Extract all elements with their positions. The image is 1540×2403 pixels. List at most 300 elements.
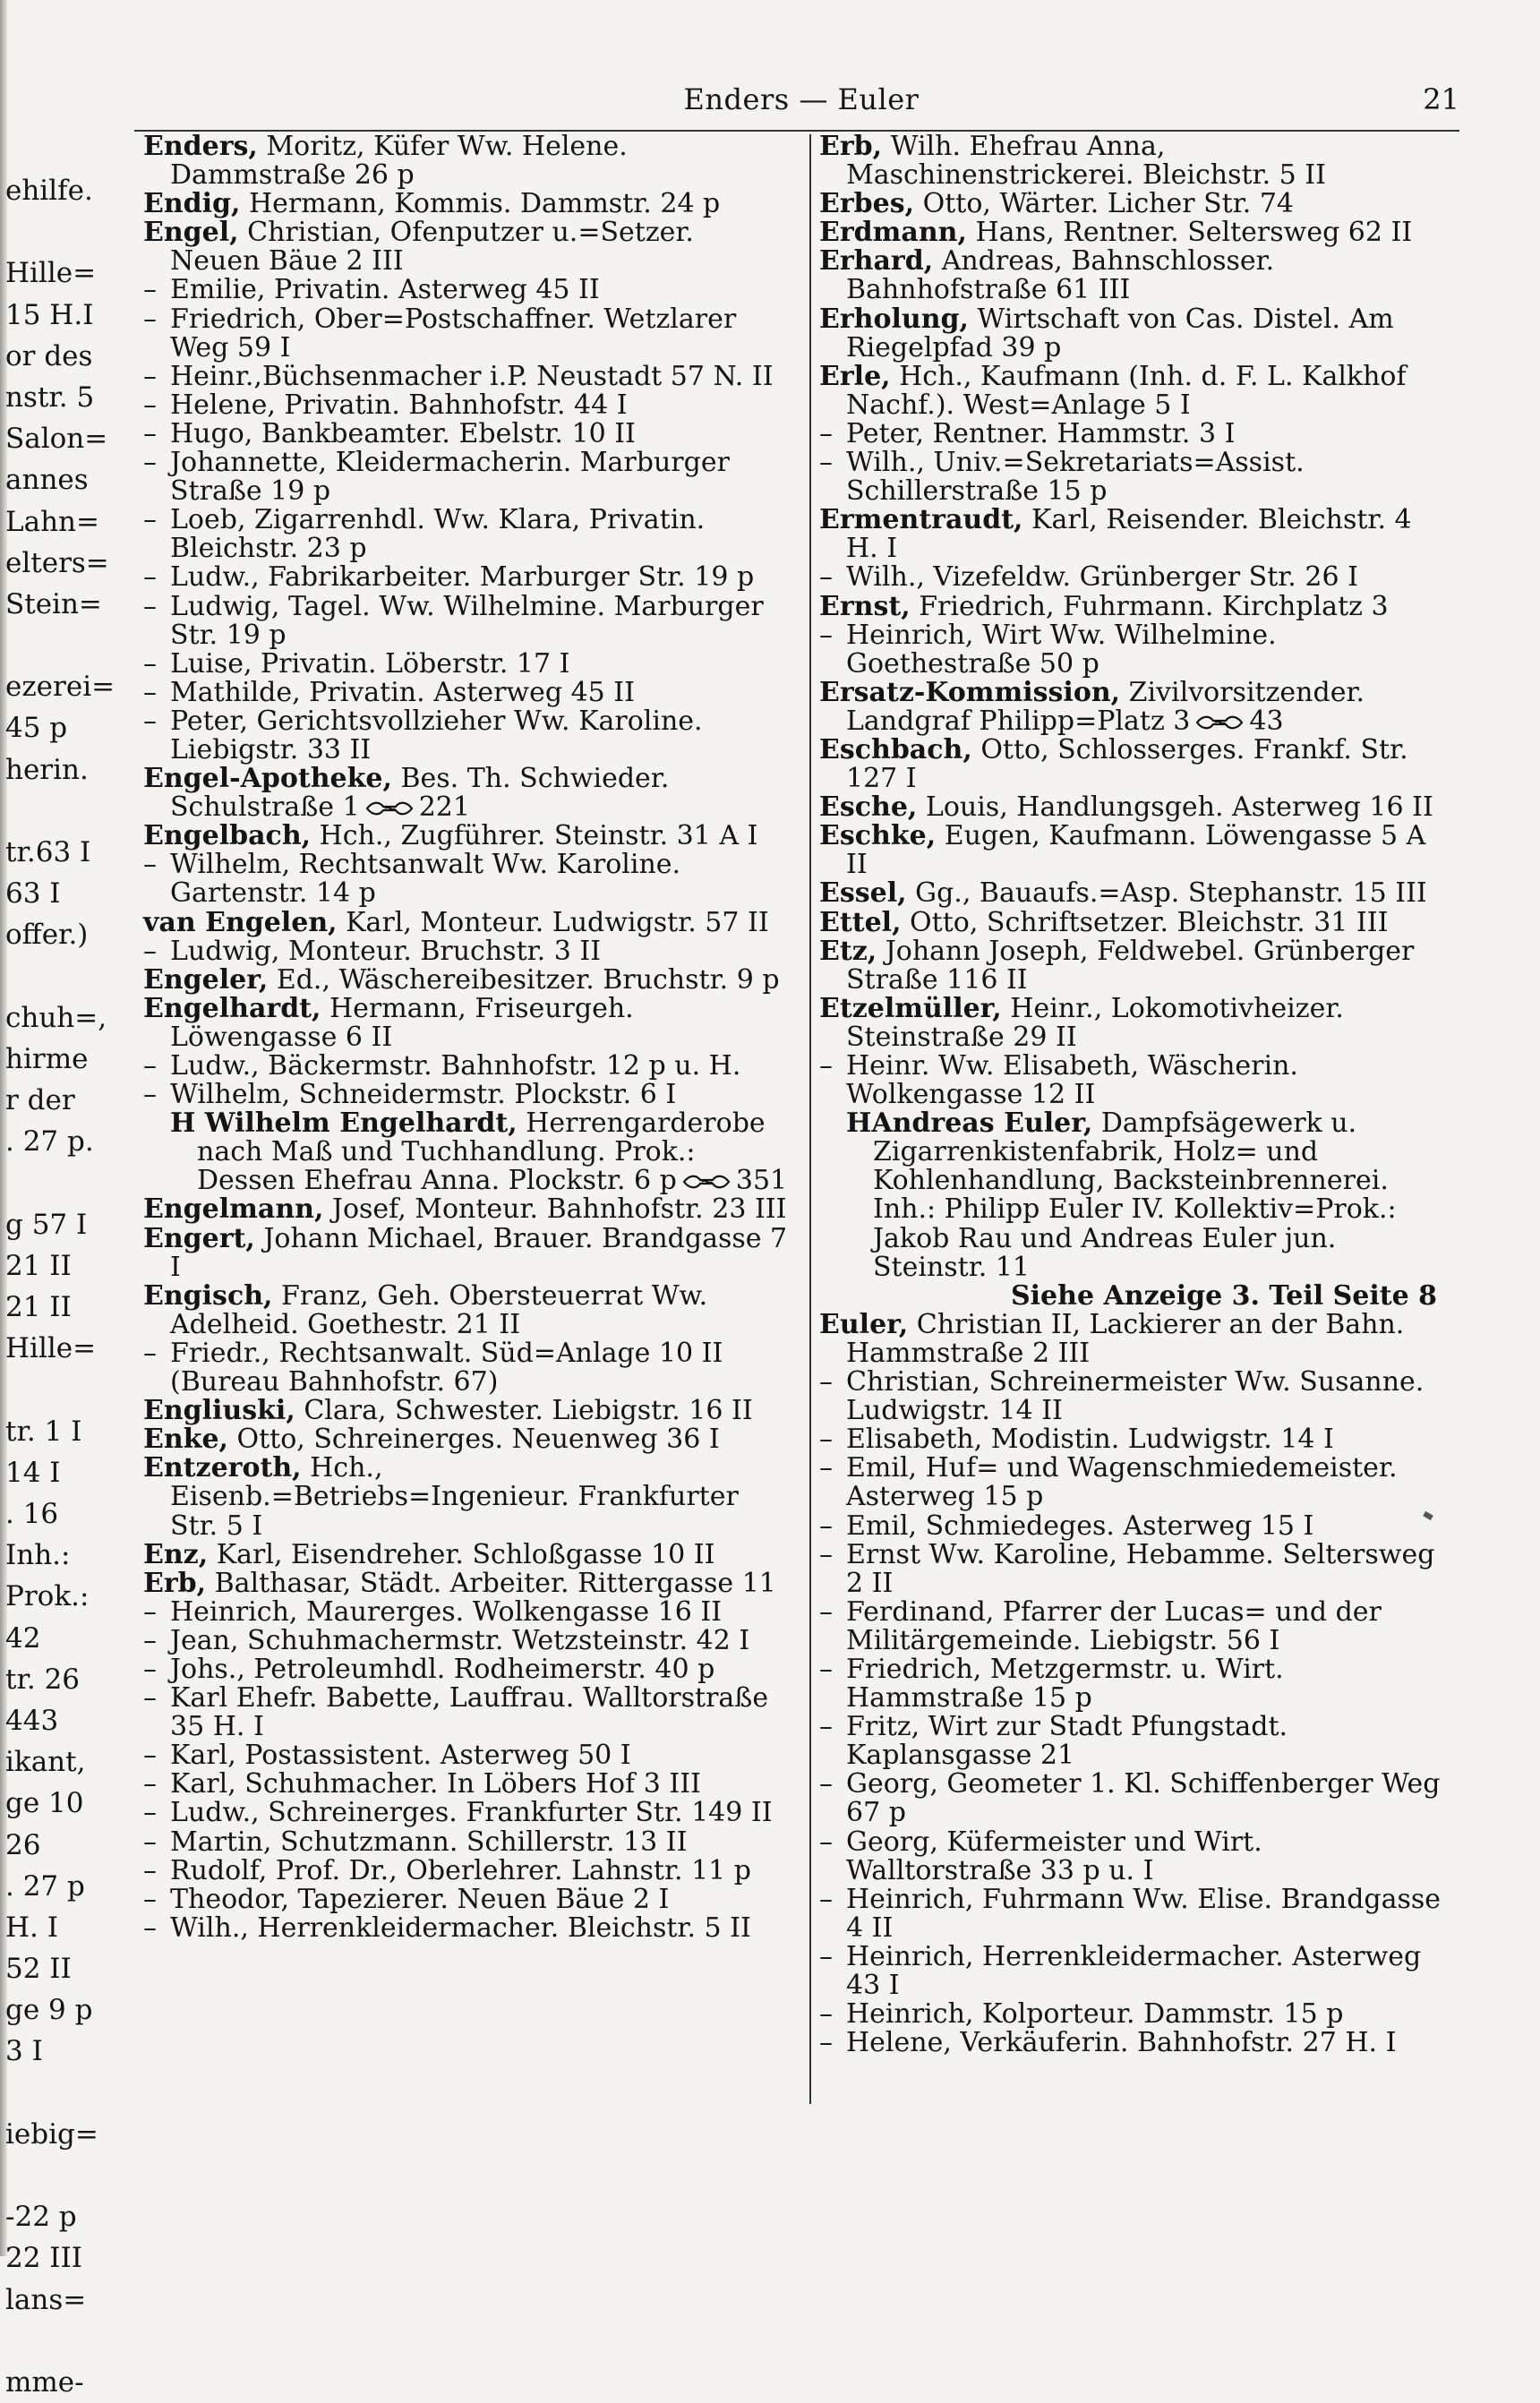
margin-fragment	[5, 2073, 91, 2114]
ditto-dash: –	[819, 1768, 833, 1800]
business-listing	[819, 1109, 1446, 1282]
directory-entry	[143, 906, 788, 938]
entry-surname: Erdmann,	[819, 217, 967, 249]
entry-details: Theodor, Tapezierer. Neuen Bäue 2 I	[170, 1883, 670, 1915]
ditto-dash: –	[143, 303, 157, 335]
entry-details: Dampfsägewerk u. Zigarrenkistenfabrik, Holz= und Kohlenhandlung, Backsteinbrennerei. Inh.: Philipp Euler IV. Kollektiv=Prok.: Jakob Rau und Andreas Euler jun. Steinstr. 11	[873, 1107, 1397, 1283]
directory-entry	[143, 851, 788, 908]
margin-fragment: iebig=	[5, 2117, 98, 2151]
entry-details: Friedrich, Ober=Postschaffner. Wetzlarer Weg 59 I	[170, 303, 737, 363]
entry-surname: Erholung,	[819, 303, 969, 335]
margin-fragment: Lahn=	[5, 505, 99, 538]
ditto-dash: –	[143, 1768, 157, 1800]
entry-surname: Ernst,	[819, 590, 911, 622]
margin-fragment: . 27 p	[5, 1869, 85, 1903]
directory-entry	[143, 218, 788, 276]
margin-fragment: ge 9 p	[5, 1994, 93, 2027]
ditto-dash: –	[143, 360, 157, 392]
entry-details: Wilhelm, Schneidermstr. Plockstr. 6 I	[170, 1079, 677, 1111]
directory-entry	[819, 1425, 1446, 1454]
ditto-dash: –	[819, 1653, 833, 1685]
directory-entry	[143, 1741, 788, 1770]
entry-details: Hch., Eisenb.=Betriebs=Ingenieur. Frankfurter Str. 5 I	[170, 1452, 739, 1542]
entry-details: Fritz, Wirt zur Stadt Pfungstadt. Kaplansgasse 21	[846, 1711, 1288, 1772]
directory-entry	[143, 1081, 788, 1109]
margin-fragment	[5, 1369, 91, 1410]
directory-entry	[143, 992, 788, 1053]
ditto-dash: –	[819, 1595, 833, 1628]
ditto-dash: –	[143, 504, 157, 536]
entry-surname: Engelbach,	[143, 820, 312, 852]
entry-details: Andreas, Bahnschlosser. Bahnhofstraße 61 III	[846, 245, 1275, 306]
margin-fragment: Salon=	[5, 423, 108, 456]
ditto-dash: –	[143, 935, 157, 967]
ditto-dash: –	[143, 676, 157, 708]
ditto-dash: –	[143, 1079, 157, 1111]
entry-details: Ludwig, Tagel. Ww. Wilhelmine. Marburger Str. 19 p	[170, 590, 764, 651]
directory-entry	[819, 506, 1446, 563]
telephone-number: 351	[735, 1165, 788, 1197]
entry-details: Karl, Monteur. Ludwigstr. 57 II	[337, 906, 769, 938]
margin-fragment: 15 H.I	[5, 298, 94, 331]
entry-surname: Enz,	[143, 1538, 209, 1570]
directory-entry	[143, 1883, 788, 1915]
directory-entry	[819, 1368, 1446, 1425]
entry-details: Otto, Schriftsetzer. Bleichstr. 31 III	[901, 906, 1389, 938]
margin-fragment: ehilfe.	[5, 175, 93, 207]
entry-details: Helene, Privatin. Bahnhofstr. 44 I	[170, 389, 628, 421]
ditto-dash: –	[143, 389, 157, 421]
entry-details: Wilh., Herrenkleidermacher. Bleichstr. 5 II	[170, 1911, 751, 1944]
directory-entry	[819, 1509, 1446, 1542]
entry-details: Hermann, Kommis. Dammstr. 24 p	[240, 188, 721, 220]
margin-fragment	[5, 625, 91, 666]
directory-entry	[143, 449, 788, 506]
entry-details: Wilh. Ehefrau Anna, Maschinenstrickerei. Bleichstr. 5 II	[846, 131, 1327, 192]
entry-details: Christian, Schreinermeister Ww. Susanne. Ludwigstr. 14 II	[846, 1366, 1424, 1427]
directory-entry	[819, 1538, 1446, 1599]
entry-surname: Endig,	[143, 188, 241, 220]
entry-details: Josef, Monteur. Bahnhofstr. 23 III	[323, 1193, 787, 1226]
margin-fragment: offer.)	[5, 919, 89, 952]
ditto-dash: –	[819, 561, 833, 594]
margin-fragment: Inh.:	[5, 1539, 71, 1572]
margin-fragment: tr.63 I	[5, 836, 91, 868]
entry-details: Franz, Geh. Obersteuerrat Ww. Adelheid. Goethestr. 21 II	[170, 1279, 708, 1340]
margin-fragment: herin.	[5, 753, 89, 786]
left-page-margin-fragments	[5, 170, 116, 2403]
directory-entry	[819, 563, 1446, 592]
entry-details: Christian II, Lackierer an der Bahn. Hammstraße 2 III	[846, 1308, 1405, 1369]
directory-entry	[819, 247, 1446, 304]
ditto-dash: –	[143, 1826, 157, 1858]
directory-entry	[143, 676, 788, 708]
directory-entry	[143, 1911, 788, 1944]
ditto-dash: –	[143, 647, 157, 680]
entry-details: Karl, Eisendreher. Schloßgasse 10 II	[208, 1538, 715, 1570]
directory-entry	[819, 590, 1446, 622]
directory-entry	[819, 1770, 1446, 1827]
directory-entry	[143, 1538, 788, 1570]
margin-fragment: tr. 26	[5, 1663, 81, 1696]
directory-entry	[143, 963, 788, 996]
directory-entry	[819, 2000, 1446, 2029]
ditto-dash: –	[143, 447, 157, 479]
entry-details: Johannette, Kleidermacherin. Marburger Straße 19 p	[170, 447, 730, 508]
margin-fragment: 21 II	[5, 1249, 72, 1282]
entry-surname: Enders,	[143, 131, 258, 162]
directory-entry	[143, 1595, 788, 1628]
directory-entry	[143, 1454, 788, 1540]
margin-fragment: r der	[5, 1084, 75, 1117]
entry-details: Ferdinand, Pfarrer der Lucas= und der Militärgemeinde. Liebigstr. 56 I	[846, 1595, 1382, 1656]
entry-details: Karl Ehefr. Babette, Lauffrau. Walltorstraße 35 H. I	[170, 1682, 769, 1743]
entry-details: Elisabeth, Modistin. Ludwigstr. 14 I	[846, 1424, 1334, 1456]
margin-fragment: 26	[5, 1828, 41, 1861]
margin-fragment: elters=	[5, 546, 109, 579]
directory-entry	[819, 1308, 1446, 1369]
ditto-dash: –	[143, 1911, 157, 1944]
ditto-dash: –	[819, 1711, 833, 1743]
directory-entry	[143, 1684, 788, 1741]
entry-details: Emil, Schmiedeges. Asterweg 15 I	[846, 1509, 1314, 1542]
directory-entry	[143, 1770, 788, 1799]
entry-details: Moritz, Küfer Ww. Helene. Dammstraße 26 p	[170, 131, 628, 192]
telephone-icon	[682, 1173, 731, 1191]
ditto-dash: –	[143, 1854, 157, 1886]
ditto-dash: –	[819, 417, 833, 449]
directory-entry	[819, 906, 1446, 938]
margin-fragment	[5, 791, 91, 832]
entry-details: Luise, Privatin. Löberstr. 17 I	[170, 647, 570, 680]
entry-surname: Entzeroth,	[143, 1452, 302, 1484]
entry-details: Karl, Postassistent. Asterweg 50 I	[170, 1740, 631, 1772]
entry-details: Ed., Wäschereibesitzer. Bruchstr. 9 p	[268, 963, 780, 996]
margin-fragment: 3 I	[5, 2035, 43, 2068]
ditto-dash: –	[143, 1883, 157, 1915]
ditto-dash: –	[143, 1595, 157, 1628]
ditto-dash: –	[819, 619, 833, 651]
telephone-icon	[1195, 714, 1244, 731]
directory-entry	[819, 676, 1446, 737]
directory-entry	[143, 1052, 788, 1081]
entry-surname: HAndreas Euler,	[846, 1107, 1093, 1140]
directory-entry	[143, 1339, 788, 1397]
directory-entry	[819, 822, 1446, 879]
ditto-dash: –	[143, 705, 157, 737]
entry-details: Heinrich, Kolporteur. Dammstr. 15 p	[846, 1998, 1344, 2031]
entry-details: Balthasar, Städt. Arbeiter. Rittergasse 11	[206, 1567, 776, 1599]
directory-entry	[143, 1397, 788, 1425]
directory-entry	[819, 1713, 1446, 1770]
margin-fragment: . 16	[5, 1498, 59, 1530]
entry-details: Emilie, Privatin. Asterweg 45 II	[170, 274, 600, 306]
margin-fragment: tr. 1 I	[5, 1415, 82, 1448]
entry-surname: Engel,	[143, 217, 239, 249]
margin-fragment	[5, 2321, 91, 2362]
entry-surname: Eschbach,	[819, 733, 972, 765]
entry-surname: Engert,	[143, 1222, 255, 1254]
entry-details: Otto, Schlosserges. Frankf. Str. 127 I	[846, 733, 1408, 795]
directory-entry	[819, 793, 1446, 822]
entry-surname: Erle,	[819, 360, 891, 392]
margin-fragment: ikant,	[5, 1746, 86, 1779]
margin-fragment: . 27 p.	[5, 1125, 94, 1159]
ditto-dash: –	[143, 561, 157, 594]
entry-surname: Engeler,	[143, 963, 269, 996]
directory-entry	[143, 1828, 788, 1857]
directory-entry	[143, 1425, 788, 1454]
margin-fragment: chuh=,	[5, 1001, 107, 1034]
directory-entry	[819, 218, 1446, 247]
entry-details: Friedr., Rechtsanwalt. Süd=Anlage 10 II (Bureau Bahnhofstr. 67)	[170, 1337, 723, 1398]
directory-entry	[143, 647, 788, 680]
directory-entry	[819, 733, 1446, 795]
entry-surname: Engisch,	[143, 1279, 273, 1312]
directory-entry	[819, 2029, 1446, 2057]
entry-details: Otto, Schreinerges. Neuenweg 36 I	[228, 1424, 720, 1456]
margin-fragment: annes	[5, 464, 89, 497]
directory-entry	[819, 621, 1446, 679]
margin-fragment: 443	[5, 1704, 59, 1737]
margin-fragment: 63 I	[5, 877, 61, 911]
entry-details: Zivilvorsitzender. Landgraf Philipp=Platz 3	[846, 676, 1365, 737]
directory-entry	[819, 1940, 1446, 2001]
directory-entry	[819, 190, 1446, 218]
directory-entry	[143, 1799, 788, 1827]
ditto-dash: –	[819, 1538, 833, 1570]
margin-fragment: lans=	[5, 2283, 87, 2316]
directory-entry	[819, 992, 1446, 1053]
page-header	[143, 82, 1459, 127]
entry-surname: Etzelmüller,	[819, 992, 1002, 1024]
advertisement-reference: Siehe Anzeige 3. Teil Seite 8	[1011, 1279, 1437, 1312]
entry-details: Heinrich, Wirt Ww. Wilhelmine. Goethestraße 50 p	[846, 619, 1277, 680]
entry-details: Friedrich, Fuhrmann. Kirchplatz 3	[910, 590, 1389, 622]
entry-details: Karl, Schuhmacher. In Löbers Hof 3 III	[170, 1768, 701, 1800]
directory-entry	[819, 1454, 1446, 1511]
margin-fragment: hirme	[5, 1042, 89, 1075]
directory-entry	[143, 1279, 788, 1340]
margin-fragment: -22 p	[5, 2201, 77, 2234]
ditto-dash: –	[143, 849, 157, 881]
entry-details: Ludw., Schreinerges. Frankfurter Str. 149 II	[170, 1797, 773, 1829]
ditto-dash: –	[143, 590, 157, 622]
entry-details: Wilh., Univ.=Sekretariats=Assist. Schillerstraße 15 p	[846, 447, 1305, 508]
entry-details: Loeb, Zigarrenhdl. Ww. Klara, Privatin. Bleichstr. 23 p	[170, 504, 706, 565]
ditto-dash: –	[819, 2027, 833, 2059]
entry-details: Louis, Handlungsgeh. Asterweg 16 II	[917, 791, 1433, 824]
entry-details: Peter, Rentner. Hammstr. 3 I	[846, 417, 1236, 449]
entry-details: Heinr. Ww. Elisabeth, Wäscherin. Wolkengasse 12 II	[846, 1050, 1298, 1111]
directory-entry	[143, 417, 788, 449]
ditto-dash: –	[819, 1826, 833, 1858]
ditto-dash: –	[819, 1452, 833, 1484]
margin-fragment: 45 p	[5, 712, 68, 745]
directory-entry	[819, 937, 1446, 995]
margin-fragment: 22 III	[5, 2242, 83, 2275]
ditto-dash: –	[819, 1366, 833, 1398]
entry-surname: Euler,	[819, 1308, 909, 1340]
telephone-number: 221	[418, 791, 470, 824]
entry-details: Wirtschaft von Cas. Distel. Am Riegelpfad 39 p	[846, 303, 1394, 363]
ditto-dash: –	[143, 1050, 157, 1082]
directory-entry	[143, 1569, 788, 1598]
column-divider	[809, 134, 811, 2104]
right-column	[819, 133, 1446, 2057]
entry-details: Helene, Verkäuferin. Bahnhofstr. 27 H. I	[846, 2027, 1397, 2059]
entry-surname: Engelmann,	[143, 1193, 324, 1226]
ditto-dash: –	[143, 1653, 157, 1685]
margin-fragment: 52 II	[5, 1953, 72, 1986]
entry-details: Otto, Wärter. Licher Str. 74	[914, 188, 1295, 220]
page-number: 21	[1423, 82, 1459, 116]
margin-fragment: 42	[5, 1621, 41, 1655]
directory-entry	[143, 765, 788, 822]
directory-entry	[819, 879, 1446, 908]
margin-fragment: g 57 I	[5, 1208, 88, 1241]
ditto-dash: –	[819, 1050, 833, 1082]
entry-surname: H Wilhelm Engelhardt,	[170, 1107, 518, 1140]
entry-details: Mathilde, Privatin. Asterweg 45 II	[170, 676, 635, 708]
ditto-dash: –	[143, 1682, 157, 1715]
entry-surname: Engliuski,	[143, 1395, 295, 1427]
margin-fragment: ge 10	[5, 1787, 84, 1820]
entry-details: Friedrich, Metzgermstr. u. Wirt. Hammstraße 15 p	[846, 1653, 1284, 1715]
entry-details: Christian, Ofenputzer u.=Setzer. Neuen Bäue 2 III	[170, 217, 694, 278]
entry-surname: Engelhardt,	[143, 992, 321, 1024]
margin-fragment: or des	[5, 339, 93, 372]
entry-surname: Enke,	[143, 1424, 228, 1456]
ditto-dash: –	[819, 1940, 833, 1972]
directory-entry	[143, 360, 788, 392]
margin-fragment: Hille=	[5, 257, 97, 290]
entry-details: Ludw., Fabrikarbeiter. Marburger Str. 19 p	[170, 561, 755, 594]
entry-details: Clara, Schwester. Liebigstr. 16 II	[295, 1395, 753, 1427]
ditto-dash: –	[819, 1509, 833, 1542]
directory-entry	[143, 707, 788, 765]
entry-surname: Erhard,	[819, 245, 934, 278]
ditto-dash: –	[143, 1624, 157, 1656]
ditto-dash: –	[819, 447, 833, 479]
directory-entry	[143, 590, 788, 651]
margin-fragment	[5, 1163, 91, 1204]
entry-details: Rudolf, Prof. Dr., Oberlehrer. Lahnstr. 11 p	[170, 1854, 751, 1886]
margin-fragment	[5, 211, 91, 252]
entry-details: Hugo, Bankbeamter. Ebelstr. 10 II	[170, 417, 636, 449]
directory-entry	[143, 1195, 788, 1224]
entry-surname: Erbes,	[819, 188, 915, 220]
entry-surname: Eschke,	[819, 820, 937, 852]
entry-details: Karl, Reisender. Bleichstr. 4 H. I	[846, 504, 1412, 565]
entry-details: Ernst Ww. Karoline, Hebamme. Seltersweg 2 II	[846, 1538, 1435, 1599]
entry-details: Eugen, Kaufmann. Löwengasse 5 A II	[846, 820, 1426, 881]
margin-fragment: ezerei=	[5, 671, 116, 704]
entry-surname: van Engelen,	[143, 906, 338, 938]
entry-details: Johs., Petroleumhdl. Rodheimerstr. 40 p	[170, 1653, 715, 1685]
business-listing	[143, 1109, 788, 1195]
entry-details: Ludw., Bäckermstr. Bahnhofstr. 12 p u. H.	[170, 1050, 741, 1082]
margin-fragment: Stein=	[5, 587, 102, 620]
entry-details: Emil, Huf= und Wagenschmiedemeister. Asterweg 15 p	[846, 1452, 1398, 1513]
directory-entry	[143, 391, 788, 420]
entry-details: Ludwig, Monteur. Bruchstr. 3 II	[170, 935, 602, 967]
ditto-dash: –	[143, 1337, 157, 1369]
entry-surname: Esche,	[819, 791, 918, 824]
entry-details: Heinr., Lokomotivheizer. Steinstraße 29 II	[846, 992, 1344, 1053]
directory-entry	[143, 822, 788, 851]
directory-entry	[143, 1655, 788, 1684]
directory-entry	[819, 1828, 1446, 1886]
margin-fragment: 21 II	[5, 1291, 72, 1324]
directory-entry	[819, 417, 1446, 449]
directory-entry	[143, 563, 788, 592]
entry-details: Hch., Kaufmann (Inh. d. F. L. Kalkhof Nachf.). West=Anlage 5 I	[846, 360, 1407, 421]
directory-entry	[143, 1854, 788, 1886]
margin-fragment: nstr. 5	[5, 381, 95, 414]
entry-surname: Engel-Apotheke,	[143, 763, 392, 795]
entry-details: Gg., Bauaufs.=Asp. Stephanstr. 15 III	[906, 877, 1427, 910]
entry-details: Heinrich, Herrenkleidermacher. Asterweg 43 I	[846, 1940, 1422, 2001]
entry-surname: Ersatz-Kommission,	[819, 676, 1121, 708]
directory-entry	[819, 305, 1446, 363]
directory-entry	[143, 506, 788, 563]
directory-entry	[143, 1624, 788, 1656]
directory-entry	[143, 276, 788, 304]
entry-details: Heinrich, Fuhrmann Ww. Elise. Brandgasse 4 II	[846, 1883, 1442, 1944]
entry-details: Herrengarderobe nach Maß und Tuchhandlung. Prok.: Dessen Ehefrau Anna. Plockstr. 6 p	[197, 1107, 766, 1197]
entry-details: Georg, Geometer 1. Kl. Schiffenberger Weg 67 p	[846, 1768, 1441, 1829]
margin-fragment	[5, 956, 91, 997]
directory-entry	[819, 1052, 1446, 1109]
margin-fragment	[5, 2155, 91, 2196]
ditto-dash: –	[143, 274, 157, 306]
entry-surname: Ettel,	[819, 906, 902, 938]
entry-details: Heinr.,Büchsenmacher i.P. Neustadt 57 N. II	[170, 360, 774, 392]
directory-entry	[819, 449, 1446, 506]
entry-details: Heinrich, Maurerges. Wolkengasse 16 II	[170, 1595, 723, 1628]
directory-entry	[143, 1222, 788, 1283]
entry-details: Hch., Zugführer. Steinstr. 31 A I	[311, 820, 758, 852]
directory-entry	[819, 133, 1446, 190]
entry-details: Johann Michael, Brauer. Brandgasse 7 I	[170, 1222, 788, 1283]
ditto-dash: –	[819, 1424, 833, 1456]
ditto-dash: –	[143, 1740, 157, 1772]
ditto-dash: –	[143, 417, 157, 449]
margin-fragment: 14 I	[5, 1456, 61, 1489]
left-column	[143, 133, 788, 1943]
entry-details: Bes. Th. Schwieder. Schulstraße 1	[170, 763, 670, 824]
directory-entry	[819, 1655, 1446, 1713]
entry-details: Georg, Küfermeister und Wirt. Walltorstraße 33 p u. I	[846, 1826, 1262, 1886]
entry-details: Johann Joseph, Feldwebel. Grünberger Straße 116 II	[846, 935, 1415, 996]
entry-details: Wilhelm, Rechtsanwalt Ww. Karoline. Gartenstr. 14 p	[170, 849, 681, 910]
directory-entry	[143, 937, 788, 966]
ditto-dash: –	[819, 1998, 833, 2031]
entry-details: Jean, Schuhmachermstr. Wetzsteinstr. 42 I	[170, 1624, 750, 1656]
telephone-icon	[365, 800, 414, 817]
entry-details: Wilh., Vizefeldw. Grünberger Str. 26 I	[846, 561, 1358, 594]
directory-entry	[143, 133, 788, 190]
directory-entry	[143, 190, 788, 218]
margin-fragment: Hille=	[5, 1332, 97, 1365]
entry-details: Peter, Gerichtsvollzieher Ww. Karoline. Liebigstr. 33 II	[170, 705, 703, 765]
margin-fragment: H. I	[5, 1911, 58, 1944]
ditto-dash: –	[143, 1797, 157, 1829]
directory-entry	[819, 1595, 1446, 1656]
margin-fragment: Prok.:	[5, 1580, 90, 1613]
directory-entry	[819, 360, 1446, 421]
